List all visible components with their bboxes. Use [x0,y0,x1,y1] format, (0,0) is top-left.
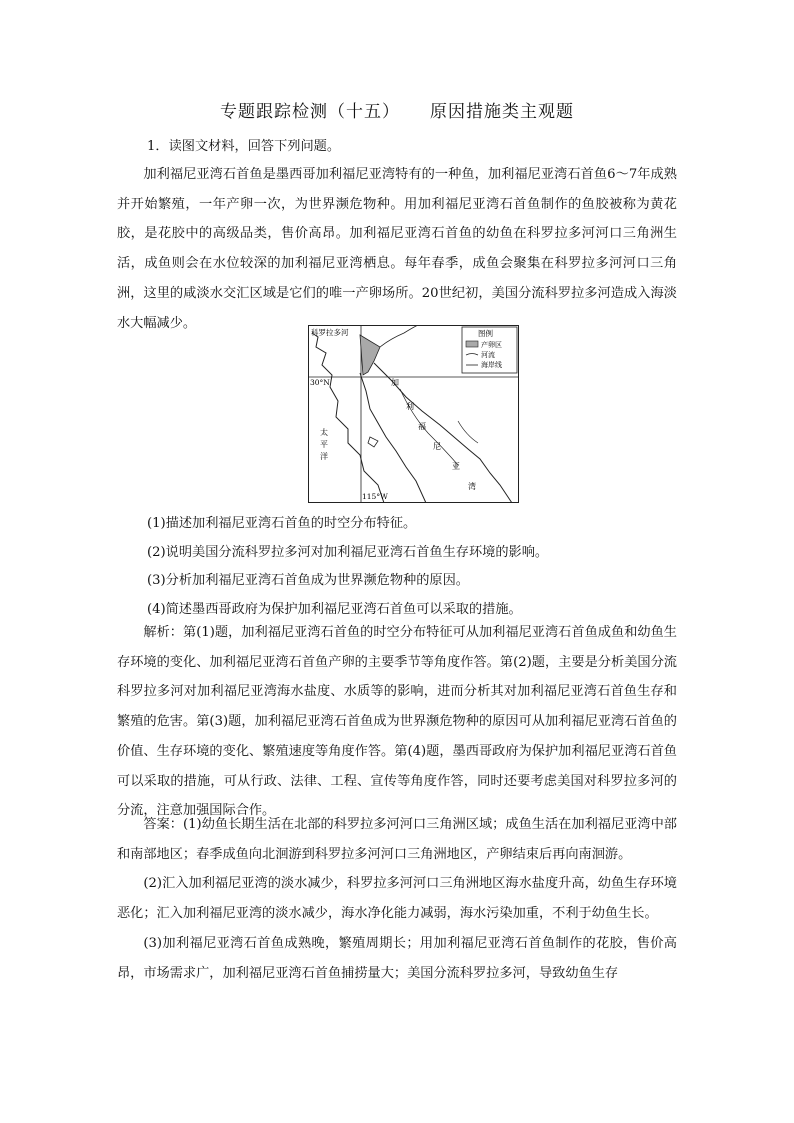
sub-question: (3)分析加利福尼亚湾石首鱼成为世界濒危物种的原因。 [147,573,469,589]
sub-question: (1)描述加利福尼亚湾石首鱼的时空分布特征。 [147,516,417,531]
page-title [0,97,794,122]
longitude-label: 115°W [362,492,388,501]
sub-question: (4)简述墨西哥政府为保护加利福尼亚湾石首鱼可以采取的措施。 [147,601,522,617]
sub-questions [147,510,677,624]
ocean-char: 洋 [320,452,328,461]
gulf-of-california-map [308,325,519,503]
legend-spawn-swatch [466,341,478,347]
sub-question: (2)说明美国分流科罗拉多河对加利福尼亚湾石首鱼生存环境的影响。 [147,544,549,560]
map-legend [462,327,517,373]
gulf-char: 湾 [468,482,476,491]
ocean-char: 太 [320,428,328,437]
river-name-label: 科罗拉多河 [311,328,349,337]
answer-paragraph: (2)汇入加利福尼亚湾的淡水减少，科罗拉多河河口三角洲地区海水盐度升高，幼鱼生存环境恶化；汇入加利福尼亚湾的淡水减少，海水净化能力减弱，海水污染加重，不利于幼鱼生长。 [117,876,677,922]
material-text: 加利福尼亚湾石首鱼是墨西哥加利福尼亚湾特有的一种鱼，加利福尼亚湾石首鱼6～7年成熟并开始繁殖，一年产卵一次，为世界濒危物种。用加利福尼亚湾石首鱼制作的鱼胶被称为黄花胶，是花胶中的高级品类，售价高昂。加利福尼亚湾石首鱼的幼鱼在科罗拉多河河口三角洲生活，成鱼则会在水位较深的加利福尼亚湾栖息。每年春季，成鱼会聚集在科罗拉多河河口三角洲，这里的咸淡水交汇区域是它们的唯一产卵场所。20世纪初，美国分流科罗拉多河造成入海淡水大幅减少。 [117,167,677,331]
answers [117,810,677,988]
title-main: 专题跟踪检测（十五） [220,102,400,122]
gulf-char: 亚 [452,462,460,471]
ocean-char: 平 [320,440,328,449]
latitude-label: 30°N [310,378,330,387]
answer-paragraph: (3)加利福尼亚湾石首鱼成熟晚，繁殖周期长；用加利福尼亚湾石首鱼制作的花胶，售价高昂，市场需求广，加利福尼亚湾石首鱼捕捞量大；美国分流科罗拉多河，导致幼鱼生存 [117,935,677,981]
legend-item: 河流 [481,351,495,359]
gulf-char: 福 [418,422,426,431]
question-intro: 1．读图文材料，回答下列问题。 [147,139,341,154]
analysis-text: 解析：第(1)题，加利福尼亚湾石首鱼的时空分布特征可从加利福尼亚湾石首鱼成鱼和幼鱼生存环境的变化、加利福尼亚湾石首鱼产卵的主要季节等角度作答。第(2)题，主要是分析美国分流科罗拉多河对加利福尼亚湾海水盐度、水质等的影响，进而分析其对加利福尼亚湾石首鱼生存和繁殖的危害。第(3)题，加利福尼亚湾石首鱼成为世界濒危物种的原因可从加利福尼亚湾石首鱼的价值、生存环境的变化、繁殖速度等角度作答。第(4)题，墨西哥政府为保护加利福尼亚湾石首鱼可以采取的措施，可从行政、法律、工程、宣传等角度作答，同时还要考虑美国对科罗拉多河的分流，注意加强国际合作。 [117,625,677,819]
title-sub: 原因措施类主观题 [430,102,574,122]
legend-item: 产卵区 [481,341,502,349]
legend-item: 海岸线 [481,361,502,369]
gulf-char: 加 [391,378,399,387]
legend-title: 图例 [478,329,493,338]
gulf-char: 利 [406,402,414,411]
gulf-char: 尼 [433,442,441,451]
answer-paragraph: 答案：(1)幼鱼长期生活在北部的科罗拉多河河口三角洲区域；成鱼生活在加利福尼亚湾中部和南部地区；春季成鱼向北洄游到科罗拉多河河口三角洲地区，产卵结束后再向南洄游。 [117,817,677,862]
